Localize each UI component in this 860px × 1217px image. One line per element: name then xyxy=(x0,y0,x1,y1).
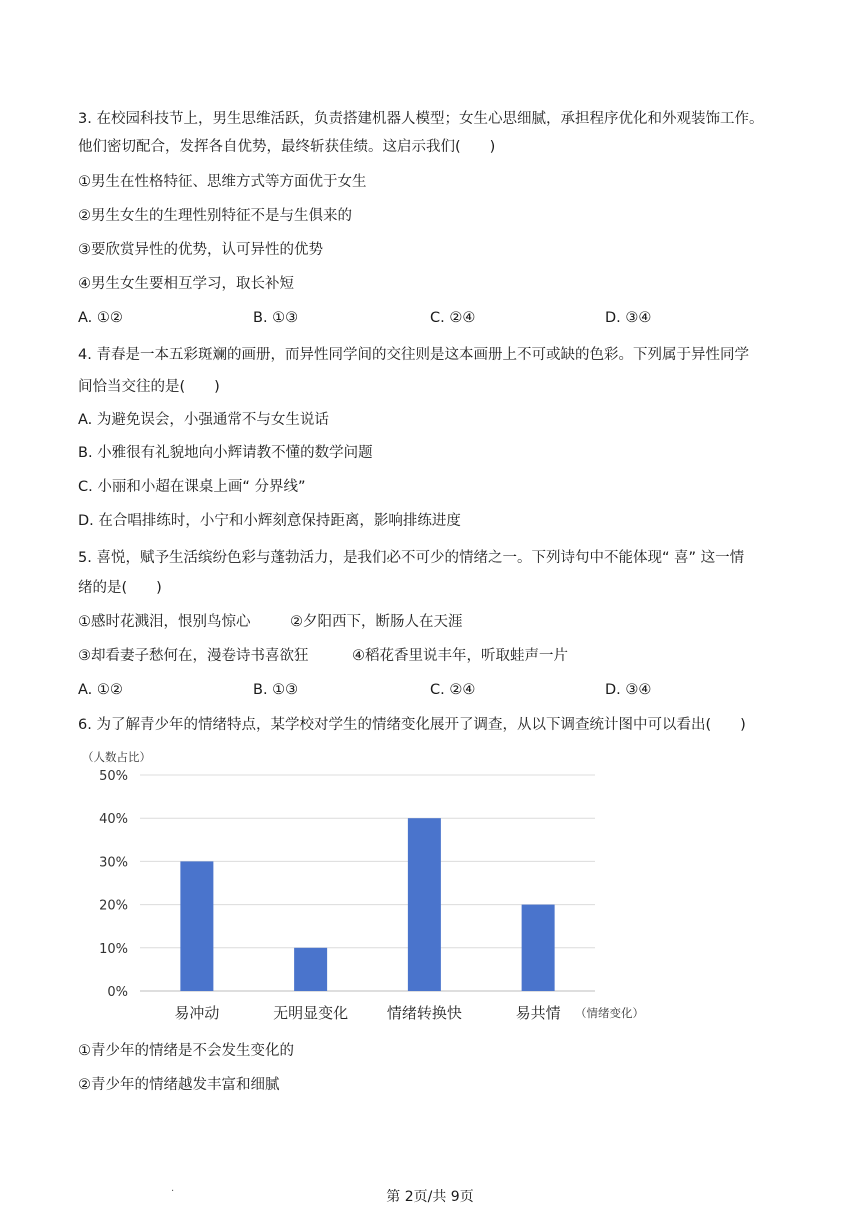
bar-3 xyxy=(408,818,441,991)
q5-item-1: ①感时花溅泪，恨别鸟惊心 xyxy=(78,614,251,630)
q3-item-4: ④男生女生要相互学习，取长补短 xyxy=(78,276,294,292)
y-tick-label: 40% xyxy=(99,812,128,828)
q3-option-a: A. ①② xyxy=(78,310,123,326)
bar-4 xyxy=(522,905,555,991)
q5-option-a: A. ①② xyxy=(78,682,123,698)
q4-choice-b: B. 小雅很有礼貌地向小辉请教不懂的数学问题 xyxy=(78,445,373,461)
y-tick-label: 0% xyxy=(107,985,128,1000)
q5-item-3: ③却看妻子愁何在，漫卷诗书喜欲狂 xyxy=(78,648,309,664)
x-category-label: 无明显变化 xyxy=(273,1004,349,1022)
q5-option-d: D. ③④ xyxy=(605,682,652,698)
y-tick-label: 10% xyxy=(99,941,128,957)
q4-choice-d: D. 在合唱排练时，小宁和小辉刻意保持距离，影响排练进度 xyxy=(78,513,461,529)
bar-2 xyxy=(294,948,327,991)
q4-choice-c: C. 小丽和小超在课桌上画“ 分界线” xyxy=(78,479,306,495)
page-number: 第 2页/共 9页 xyxy=(386,1189,474,1205)
q6-stem: 6. 为了解青少年的情绪特点，某学校对学生的情绪变化展开了调查，从以下调查统计图中可以看出( ) xyxy=(78,717,746,733)
q5-stem-line1: 5. 喜悦，赋予生活缤纷色彩与蓬勃活力，是我们必不可少的情绪之一。下列诗句中不能体现“ 喜” 这一情 xyxy=(78,550,745,566)
q5-item-2: ②夕阳西下，断肠人在天涯 xyxy=(290,614,463,630)
chart-y-ticks xyxy=(99,769,128,1000)
chart-x-axis-title: （情绪变化） xyxy=(575,1006,644,1020)
q3-item-1: ①男生在性格特征、思维方式等方面优于女生 xyxy=(78,174,367,190)
q3-stem-line2: 他们密切配合，发挥各自优势，最终斩获佳绩。这启示我们( ) xyxy=(78,139,496,155)
q3-item-2: ②男生女生的生理性别特征不是与生俱来的 xyxy=(78,208,352,224)
q5-option-c: C. ②④ xyxy=(430,682,476,698)
x-category-label: 易冲动 xyxy=(174,1004,220,1022)
q3-option-b: B. ①③ xyxy=(253,310,299,326)
q5-item-4: ④稻花香里说丰年，听取蛙声一片 xyxy=(352,648,568,664)
q3-item-3: ③要欣赏异性的优势，认可异性的优势 xyxy=(78,242,323,258)
q4-choice-a: A. 为避免误会，小强通常不与女生说话 xyxy=(78,412,329,428)
y-tick-label: 50% xyxy=(99,769,128,784)
q6-item-2: ②青少年的情绪越发丰富和细腻 xyxy=(78,1077,280,1093)
q4-stem-line2: 间恰当交往的是( ) xyxy=(78,379,220,395)
footer-dot: . xyxy=(171,1183,175,1194)
emotion-bar-chart xyxy=(70,742,670,1032)
chart-y-axis-title: （人数占比） xyxy=(82,750,151,764)
q5-stem-line2: 绪的是( ) xyxy=(78,580,162,596)
q5-option-b: B. ①③ xyxy=(253,682,299,698)
x-category-label: 情绪转换快 xyxy=(386,1004,462,1022)
bar-1 xyxy=(180,861,213,991)
q6-item-1: ①青少年的情绪是不会发生变化的 xyxy=(78,1043,294,1059)
q3-option-d: D. ③④ xyxy=(605,310,652,326)
y-tick-label: 30% xyxy=(99,855,128,871)
q4-stem-line1: 4. 青春是一本五彩斑斓的画册，而异性同学间的交往则是这本画册上不可或缺的色彩。下列属于异性同学 xyxy=(78,347,749,363)
chart-x-categories xyxy=(174,1004,560,1022)
y-tick-label: 20% xyxy=(99,898,128,914)
q3-option-c: C. ②④ xyxy=(430,310,476,326)
q3-stem-line1: 3. 在校园科技节上，男生思维活跃，负责搭建机器人模型；女生心思细腻，承担程序优化和外观装饰工作。 xyxy=(78,111,764,127)
x-category-label: 易共情 xyxy=(515,1004,561,1022)
